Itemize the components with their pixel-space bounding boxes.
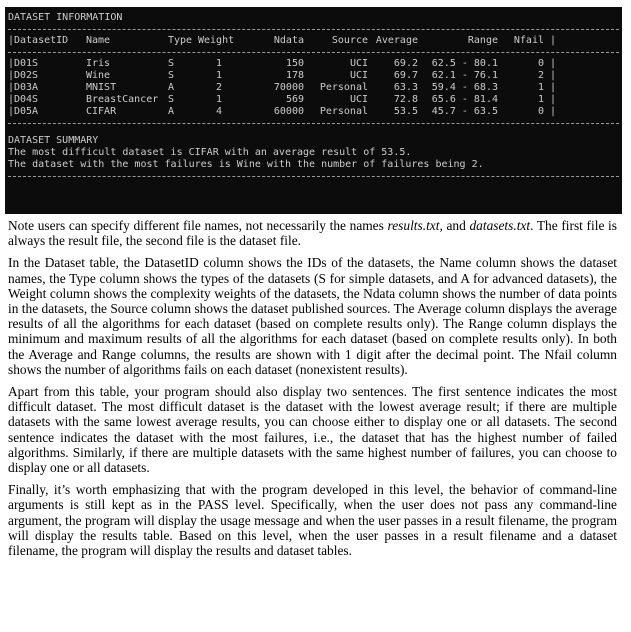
column-border: | — [8, 58, 14, 69]
cell-nfail: 0 — [537, 106, 544, 117]
cell-dataset-id: D03A — [14, 82, 39, 93]
column-border: | — [549, 94, 556, 105]
cell-weight: 1 — [215, 70, 222, 81]
cell-average: 72.8 — [393, 94, 418, 105]
cell-dataset-id: D05A — [14, 106, 39, 117]
summary-most-failures: The dataset with the most failures is Wine with the number of failures being 2. — [8, 159, 484, 170]
summary-most-difficult: The most difficult dataset is CIFAR with an average result of 53.5. — [8, 147, 412, 158]
column-border: | — [8, 70, 14, 81]
table-row — [8, 70, 619, 82]
cell-average: 69.7 — [393, 70, 418, 81]
dataset-summary-title: DATASET SUMMARY — [8, 135, 99, 146]
table-header-row — [8, 35, 619, 47]
column-border: | — [549, 70, 556, 81]
cell-source: UCI — [349, 70, 368, 81]
header-ndata: Ndata — [273, 35, 304, 46]
cell-average: 69.2 — [393, 58, 418, 69]
cell-nfail: 0 — [537, 58, 544, 69]
paragraph-command-line: Finally, it’s worth emphasizing that with the program developed in this level, the behavior of command-line arguments is still kept as in the PASS level. Specifically, when the user does not pass any command-line argument, the program will display the usage message and when the user passes in a result filename, the program will display the results table. Based on this level, when the user passes in a result filename and a dataset filename, the program will display the results and dataset tables. — [8, 482, 617, 559]
column-border: | — [549, 82, 556, 93]
cell-ndata: 150 — [285, 58, 304, 69]
header-weight: Weight — [198, 35, 235, 46]
cell-nfail: 1 — [537, 82, 544, 93]
cell-weight: 2 — [215, 82, 222, 93]
cell-average: 53.5 — [393, 106, 418, 117]
cell-weight: 1 — [215, 58, 222, 69]
separator-line — [8, 118, 619, 129]
cell-name: MNIST — [86, 82, 117, 93]
terminal-output — [5, 7, 622, 214]
cell-name: BreastCancer — [86, 94, 159, 105]
cell-source: UCI — [349, 58, 368, 69]
text-span: Note users can specify different file names, not necessarily the names — [8, 218, 388, 233]
header-dataset-id: DatasetID — [14, 35, 69, 46]
cell-nfail: 2 — [537, 70, 544, 81]
paragraph-file-names — [8, 218, 617, 248]
table-row — [8, 94, 619, 106]
cell-name: CIFAR — [86, 106, 117, 117]
separator-line — [8, 47, 619, 58]
column-border: | — [8, 106, 14, 117]
cell-weight: 1 — [215, 94, 222, 105]
cell-type: S — [168, 70, 175, 81]
cell-name: Iris — [86, 58, 111, 69]
cell-type: S — [168, 58, 175, 69]
cell-weight: 4 — [215, 106, 222, 117]
column-border: | — [8, 94, 14, 105]
cell-dataset-id: D04S — [14, 94, 39, 105]
paragraph-two-sentences: Apart from this table, your program should also display two sentences. The first sentence indicates the most difficult dataset. The most difficult dataset is the dataset with the lowest average result; if there are multiple datasets with the same lowest average results, you can choose either to display one or all datasets. The second sentence indicates the dataset with the most failures, i.e., the dataset that has the highest number of failed algorithms. Similarly, if there are multiple datasets with the same highest number of failures, you can choose to display one or all datasets. — [8, 384, 617, 476]
cell-type: A — [168, 106, 175, 117]
cell-source: Personal — [319, 106, 368, 117]
cell-dataset-id: D02S — [14, 70, 39, 81]
separator-line — [8, 171, 619, 182]
cell-average: 63.3 — [393, 82, 418, 93]
cell-type: S — [168, 94, 175, 105]
table-row — [8, 106, 619, 118]
header-nfail: Nfail — [513, 35, 544, 46]
cell-ndata: 178 — [285, 70, 304, 81]
header-source: Source — [331, 35, 368, 46]
cell-ndata: 569 — [285, 94, 304, 105]
cell-name: Wine — [86, 70, 111, 81]
results-filename: results.txt, — [387, 218, 443, 233]
cell-range: 65.6 - 81.4 — [431, 94, 498, 105]
cell-ndata: 60000 — [273, 106, 304, 117]
cell-dataset-id: D01S — [14, 58, 39, 69]
column-border: | — [8, 82, 14, 93]
cell-ndata: 70000 — [273, 82, 304, 93]
column-border: | — [549, 106, 556, 117]
table-row — [8, 58, 619, 70]
header-range: Range — [467, 35, 498, 46]
header-name: Name — [86, 35, 111, 46]
cell-range: 62.1 - 76.1 — [431, 70, 498, 81]
paragraph-dataset-table: In the Dataset table, the DatasetID column shows the IDs of the datasets, the Name column shows the dataset names, the Type column shows the types of the datasets (S for simple datasets, and A for advanced datasets), the Weight column shows the complexity weights of the datasets, the Ndata column shows the number of data points in the datasets, the Source column shows the dataset published sources. The Average column displays the average results of all the algorithms for each dataset (based on complete results only). The Range column displays the minimum and maximum results of all the algorithms for each dataset (based on complete results only). In both the Average and Range columns, the results are shown with 1 digit after the decimal point. The Nfail column shows the number of algorithms fails on each dataset (nonexistent results). — [8, 255, 617, 377]
cell-range: 59.4 - 68.3 — [431, 82, 498, 93]
table-row — [8, 82, 619, 94]
header-average: Average — [375, 35, 418, 46]
cell-source: Personal — [319, 82, 368, 93]
cell-range: 62.5 - 80.1 — [431, 58, 498, 69]
header-type: Type — [168, 35, 193, 46]
datasets-filename: datasets.txt — [469, 218, 531, 233]
column-border: | — [8, 35, 14, 46]
cell-range: 45.7 - 63.5 — [431, 106, 498, 117]
cell-source: UCI — [349, 94, 368, 105]
text-span: and — [442, 218, 470, 233]
separator-line — [8, 24, 619, 35]
text-span: . The first file is always the result file, the second file is the dataset file. — [8, 218, 617, 249]
cell-type: A — [168, 82, 175, 93]
dataset-info-title: DATASET INFORMATION — [8, 12, 123, 23]
document-body — [8, 218, 617, 565]
column-border: | — [549, 35, 556, 46]
column-border: | — [549, 58, 556, 69]
cell-nfail: 1 — [537, 94, 544, 105]
